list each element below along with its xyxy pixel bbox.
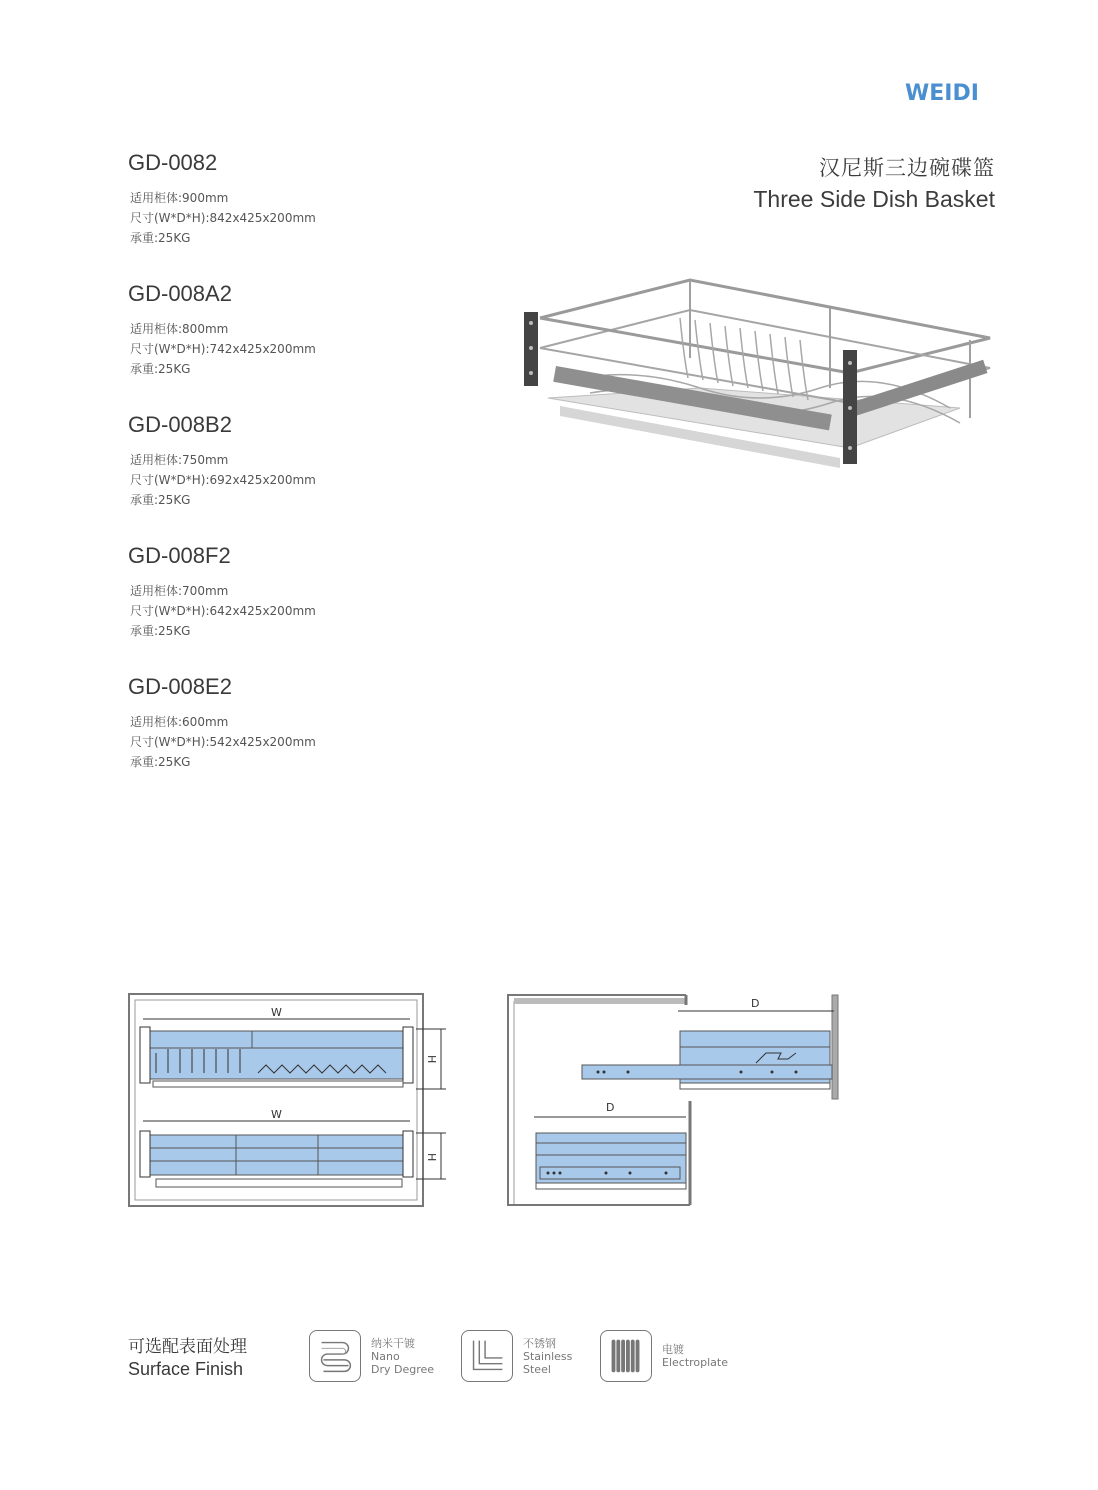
model-load: 承重:25KG bbox=[130, 493, 191, 507]
model-size: 尺寸(W*D*H):742x425x200mm bbox=[130, 342, 316, 356]
front-view-diagram bbox=[128, 993, 458, 1208]
product-title-en: Three Side Dish Basket bbox=[753, 186, 995, 212]
surface-finish-title-cn: 可选配表面处理 bbox=[128, 1337, 247, 1357]
model-load: 承重:25KG bbox=[130, 624, 191, 638]
height-label: H bbox=[425, 1055, 438, 1064]
model-item bbox=[128, 543, 428, 674]
model-cabinet: 适用柜体:700mm bbox=[130, 584, 229, 598]
finish-label-en: Stainless bbox=[523, 1349, 573, 1363]
model-size: 尺寸(W*D*H):692x425x200mm bbox=[130, 473, 316, 487]
model-code: GD-008E2 bbox=[128, 674, 232, 699]
model-code: GD-0082 bbox=[128, 150, 218, 175]
width-label: W bbox=[271, 1108, 282, 1121]
model-load: 承重:25KG bbox=[130, 755, 191, 769]
surface-finish-heading bbox=[128, 1336, 247, 1380]
model-cabinet: 适用柜体:600mm bbox=[130, 715, 229, 729]
model-item bbox=[128, 412, 428, 543]
brand-logo bbox=[905, 78, 997, 106]
model-load: 承重:25KG bbox=[130, 231, 191, 245]
model-item bbox=[128, 674, 428, 805]
model-size: 尺寸(W*D*H):842x425x200mm bbox=[130, 211, 316, 225]
model-cabinet: 适用柜体:900mm bbox=[130, 191, 229, 205]
finish-label-en: Electroplate bbox=[662, 1356, 729, 1369]
finish-label-en: Nano bbox=[371, 1349, 400, 1363]
width-label: W bbox=[271, 1006, 282, 1019]
surface-finish-title-en: Surface Finish bbox=[128, 1359, 244, 1379]
finish-option-stainless bbox=[461, 1330, 572, 1382]
model-code: GD-008B2 bbox=[128, 412, 232, 437]
model-code: GD-008A2 bbox=[128, 281, 232, 306]
brand-logo-text: WEIDI bbox=[905, 81, 979, 106]
model-size: 尺寸(W*D*H):642x425x200mm bbox=[130, 604, 316, 618]
nano-wave-icon bbox=[309, 1330, 361, 1382]
finish-label-en: Dry Degree bbox=[371, 1362, 435, 1376]
finish-label-cn: 不锈钢 bbox=[523, 1336, 556, 1350]
dish-basket-illustration bbox=[520, 278, 1000, 498]
model-load: 承重:25KG bbox=[130, 362, 191, 376]
model-item bbox=[128, 281, 428, 412]
finish-option-electroplate bbox=[600, 1330, 728, 1382]
model-size: 尺寸(W*D*H):542x425x200mm bbox=[130, 735, 316, 749]
side-view-diagram bbox=[506, 993, 846, 1208]
model-cabinet: 适用柜体:750mm bbox=[130, 453, 229, 467]
finish-option-nano bbox=[309, 1330, 434, 1382]
finish-label-cn: 电镀 bbox=[662, 1343, 684, 1356]
model-item bbox=[128, 150, 428, 281]
electroplate-bars-icon bbox=[600, 1330, 652, 1382]
product-title-cn: 汉尼斯三边碗碟篮 bbox=[819, 156, 995, 180]
model-code: GD-008F2 bbox=[128, 543, 231, 568]
finish-label-cn: 纳米干镀 bbox=[371, 1336, 415, 1350]
height-label: H bbox=[425, 1153, 438, 1162]
model-list bbox=[128, 150, 428, 805]
finish-label-en: Steel bbox=[523, 1362, 551, 1376]
depth-label: D bbox=[606, 1101, 615, 1114]
model-cabinet: 适用柜体:800mm bbox=[130, 322, 229, 336]
stainless-lines-icon bbox=[461, 1330, 513, 1382]
depth-label: D bbox=[751, 997, 760, 1010]
